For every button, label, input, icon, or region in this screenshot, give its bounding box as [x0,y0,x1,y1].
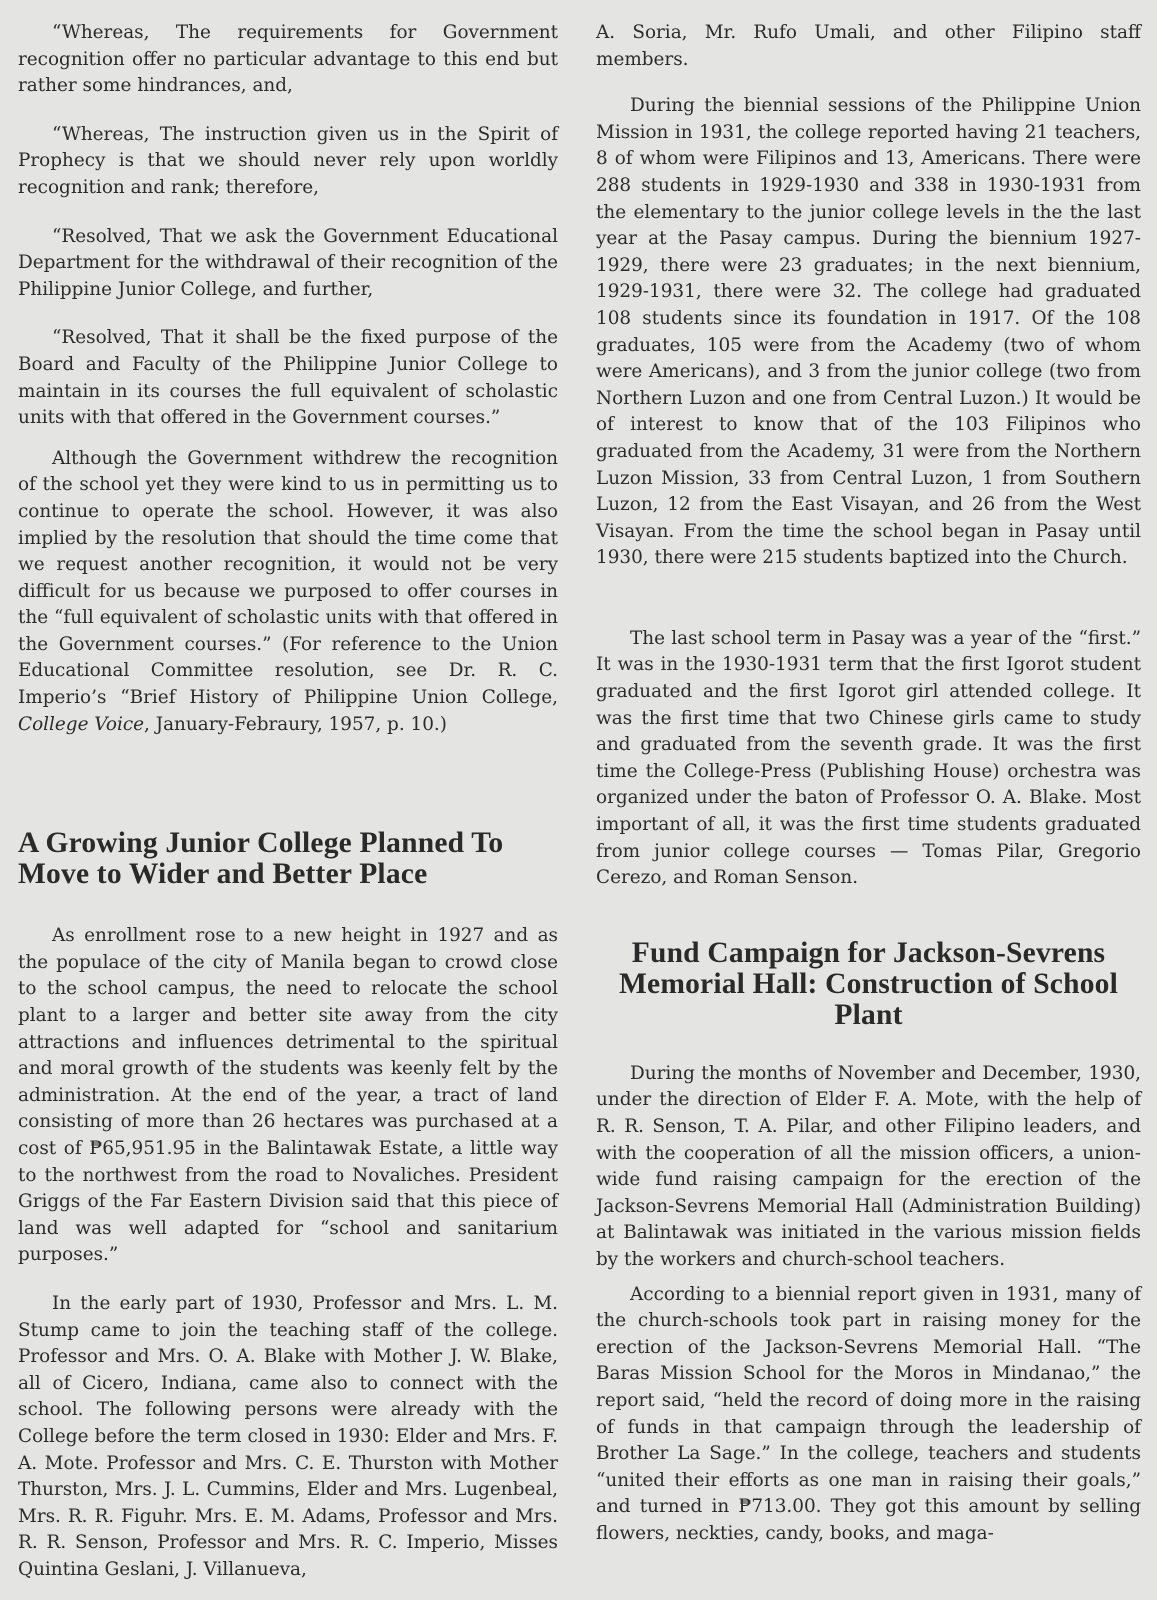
right-column [596,20,1141,1548]
section-heading-fund-campaign: Fund Campaign for Jackson-Sevrens Memorial Hall: Construction of School Plant [618,936,1119,1031]
biennial-report-paragraph: During the biennial sessions of the Philippine Union Mission in 1931, the college reported having 21 teachers, 8 of whom were Filipinos and 13, Americans. There were 288 students in 1929-1930 and 338 in 1930-1931 from the elementary to the junior college levels in the the last year at the Pasay campus. During the biennium 1927-1929, there were 23 graduates; in the next biennium, 1929-1931, there were 32. The college had graduated 108 students since its foundation in 1917. Of the 108 graduates, 105 were from the Academy (two of whom were Americans), and 3 from the junior college (two from Northern Luzon and one from Central Luzon.) It would be of interest to know that of the 103 Filipinos who graduated from the Academy, 31 were from the Northern Luzon Mission, 33 from Central Luzon, 1 from Southern Luzon, 12 from the East Visayan, and 26 from the West Visayan. From the time the school began in Pasay until 1930, there were 215 students baptized into the Church. [596,95,1141,569]
resolution-resolved-1: “Resolved, That we ask the Government Educational Department for the withdrawal of their recognition of the Philippine Junior College, and further, [18,225,558,300]
last-term-paragraph: The last school term in Pasay was a year of the “first.” It was in the 1930-1931 term that the first Igorot student graduated and the first Igorot girl attended college. It was the first time that two Chinese girls came to study and graduated from the seventh grade. It was the first time the College-Press (Publishing House) orchestra was organized under the baton of Professor O. A. Blake. Most important of all, it was the first time students graduated from junior college courses — Tomas Pilar, Gregorio Cerezo, and Roman Senson. [596,627,1141,889]
paragraph-text: Although the Government withdrew the recognition of the school yet they were kind to us in permitting us to continue to operate the school. However, it was also implied by the resolution that should the time come that we request another recognition, it would not be very difficult for us because we purposed to offer courses in the “full equivalent of scholastic units with that offered in the Government courses.” (For reference to the Union Educational Committee resolution, see Dr. R. C. Imperio’s “Brief History of Philippine Union College, [18,447,558,709]
fund-campaign-paragraph: During the months of November and December, 1930, under the direction of Elder F. A. Mote, with the help of R. R. Senson, T. A. Pilar, and other Filipino leaders, and with the cooperation of all the mission officers, a union-wide fund raising campaign for the erection of the Jackson-Sevrens Memorial Hall (Administration Building) at Balintawak was initiated in the various mission fields by the workers and church-school teachers. [596,1062,1141,1270]
staff-paragraph: In the early part of 1930, Professor and Mrs. L. M. Stump came to join the teaching staff of the college. Professor and Mrs. O. A. Blake with Mother J. W. Blake, all of Cicero, Indiana, came also to connect with the school. The following persons were already with the College before the term closed in 1930: Elder and Mrs. F. A. Mote. Professor and Mrs. C. E. Thurston with Mother Thurston, Mrs. J. L. Cummins, Elder and Mrs. Lugenbeal, Mrs. R. R. Figuhr. Mrs. E. M. Adams, Professor and Mrs. R. R. Senson, Professor and Mrs. R. C. Imperio, Misses Quintina Geslani, J. Villanueva, [18,1292,558,1580]
resolution-resolved-2: “Resolved, That it shall be the fixed purpose of the Board and Faculty of the Philippine Junior College to maintain in its courses the full equivalent of scholastic units with that offered in the Government courses.” [18,327,558,429]
publication-title: College Voice [18,713,145,735]
relocation-paragraph: As enrollment rose to a new height in 1927 and as the populace of the city of Manila began to crowd close to the school campus, the need to relocate the school plant to a larger and better site away from the city attractions and influences detrimental to the spiritual and moral growth of the students was keenly felt by the administration. At the end of the year, a tract of land consisting of more than 26 hectares was purchased at a cost of ₱65,951.95 in the Balintawak Estate, a little way to the northwest from the road to Novaliches. President Griggs of the Far Eastern Division said that this piece of land was well adapted for “school and sanitarium purposes.” [18,925,558,1266]
resolution-whereas-2: “Whereas, The instruction given us in the Spirit of Prophecy is that we should never rely upon worldly recognition and rank; therefore, [18,123,558,198]
church-schools-paragraph: According to a biennial report given in 1931, many of the church-schools took part in raising money for the erection of the Jackson-Sevrens Memorial Hall. “The Baras Mission School for the Moros in Mindanao,” the report said, “held the record of doing more in the raising of funds in that campaign through the leadership of Brother La Sage.” In the college, teachers and students “united their efforts as one man in raising their goals,” and turned in ₱713.00. They got this amount by selling flowers, neckties, candy, books, and maga- [596,1283,1141,1544]
section-heading-growing-college: A Growing Junior College Planned To Move to Wider and Better Place [18,827,504,891]
government-recognition-paragraph [18,446,558,739]
paragraph-text: , January-Febraury, 1957, p. 10.) [144,713,447,735]
staff-continuation: A. Soria, Mr. Rufo Umali, and other Filipino staff members. [596,22,1141,70]
resolution-whereas-1: “Whereas, The requirements for Government recognition offer no particular advantage to this end but rather some hindrances, and, [18,22,558,97]
left-column [18,20,558,1584]
